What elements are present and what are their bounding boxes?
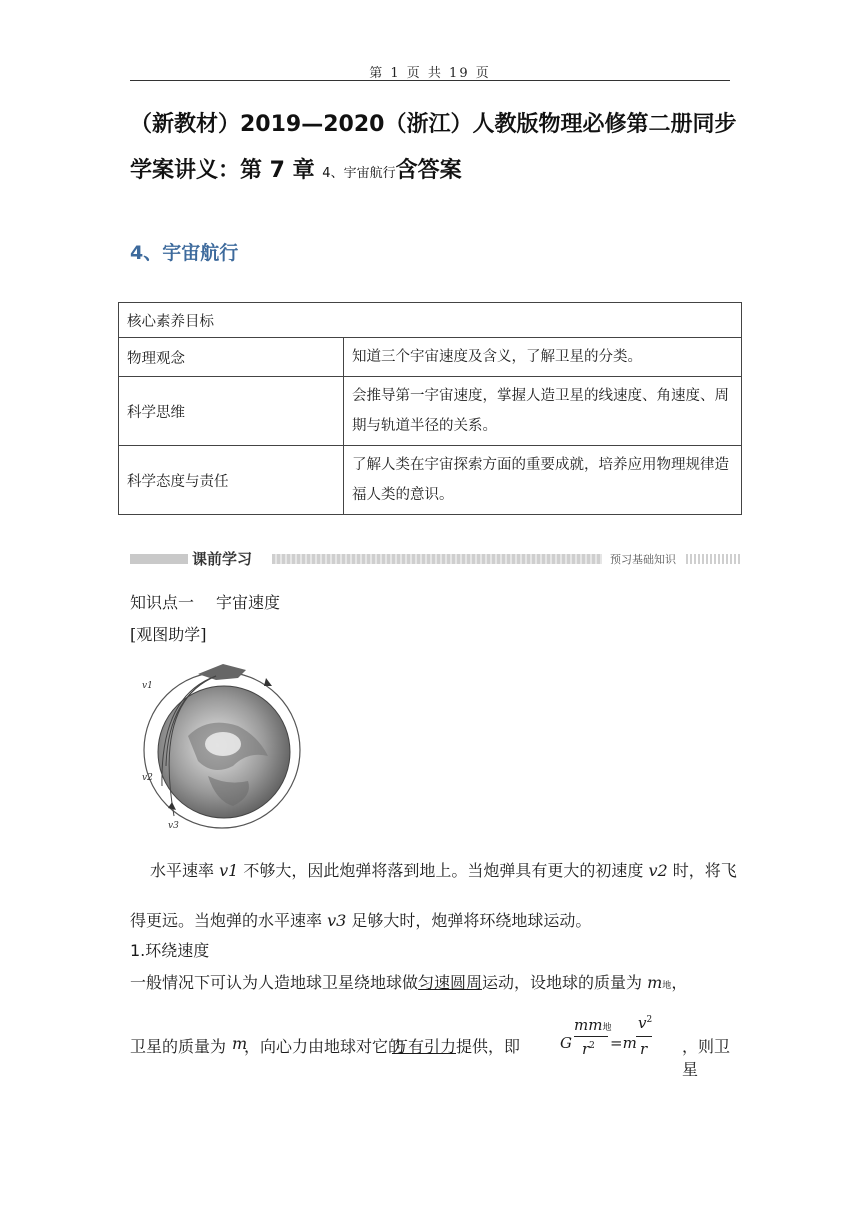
title-line-1: （新教材）2019—2020（浙江）人教版物理必修第二册同步 xyxy=(130,112,737,137)
table-header-row xyxy=(119,303,742,338)
arrow-icon xyxy=(168,802,176,810)
caption-text: 不够大，因此炮弹将落到地上。当炮弹具有更大的初速度 xyxy=(238,861,649,880)
table-row xyxy=(119,446,742,515)
formula-velocity: $v^2$ xyxy=(638,1014,653,1032)
caption-v3: v3 xyxy=(327,911,347,930)
title-line-2-small: 4、宇宙航行 xyxy=(322,166,396,181)
underlined-term: 万有引力 xyxy=(392,1037,457,1056)
page-header: 第 1 页 共 19 页 xyxy=(369,66,491,81)
title-line-2-a: 学案讲义：第 7 章 xyxy=(130,158,323,183)
formula-numerator: mm地 xyxy=(574,1016,612,1034)
table-header: 核心素养目标 xyxy=(119,303,742,338)
formula-equals: =m xyxy=(610,1034,637,1052)
label-v3: v3 xyxy=(168,821,179,831)
caption-v1: v1 xyxy=(219,861,239,880)
section-title: 4、宇宙航行 xyxy=(130,242,239,264)
row-description: 了解人类在宇宙探索方面的重要成就，培养应用物理规律造福人类的意识。 xyxy=(344,446,742,515)
para-text: 提供，即 xyxy=(456,1037,521,1056)
row-description: 会推导第一宇宙速度，掌握人造卫星的线速度、角速度、周期与轨道半径的关系。 xyxy=(344,377,742,446)
label-v1: v1 xyxy=(142,681,153,691)
header-rule xyxy=(130,80,730,81)
pre-class-banner xyxy=(130,550,740,568)
subscript: 地 xyxy=(662,981,672,991)
para-text: ，则卫星 xyxy=(682,1037,731,1079)
symbol-m: m xyxy=(232,1034,248,1053)
arrow-icon xyxy=(264,678,272,686)
caption-text: 足够大时，炮弹将环绕地球运动。 xyxy=(346,911,592,930)
mountain-icon xyxy=(198,664,246,680)
paragraph-line-2 xyxy=(130,1014,742,1079)
document-title xyxy=(130,102,740,197)
symbol-m: m xyxy=(647,973,663,992)
table-row xyxy=(119,338,742,377)
row-category: 科学态度与责任 xyxy=(119,446,344,515)
banner-bar-mid xyxy=(272,554,602,564)
caption-v2: v2 xyxy=(648,861,668,880)
core-goals-table xyxy=(118,302,742,515)
formula-denominator: $r^2$ xyxy=(582,1040,595,1058)
banner-right-label: 预习基础知识 xyxy=(610,553,676,566)
para-text: 卫星的质量为 xyxy=(130,1037,227,1056)
knowledge-point-heading xyxy=(130,590,280,613)
para-text: ，向心力由地球对它的 xyxy=(244,1037,405,1056)
row-description: 知道三个宇宙速度及含义，了解卫星的分类。 xyxy=(344,338,742,377)
label-v2: v2 xyxy=(142,773,153,783)
formula xyxy=(560,1014,670,1062)
earth-orbit-figure xyxy=(128,656,308,836)
observe-label: [观图助学] xyxy=(130,625,207,644)
para-text: ， xyxy=(671,973,688,992)
table-row xyxy=(119,377,742,446)
figure-caption xyxy=(130,846,742,946)
title-line-2 xyxy=(130,148,740,197)
paragraph-line-1 xyxy=(130,968,742,1001)
knowledge-point-label: 知识点一 xyxy=(130,593,195,612)
para-text: 运动，设地球的质量为 xyxy=(482,973,648,992)
knowledge-point-topic: 宇宙速度 xyxy=(216,593,281,612)
row-category: 科学思维 xyxy=(119,377,344,446)
banner-bar-right xyxy=(686,554,740,564)
sub-heading: 1.环绕速度 xyxy=(130,941,210,960)
banner-label: 课前学习 xyxy=(192,550,253,568)
formula-r: r xyxy=(640,1040,648,1058)
row-category: 物理观念 xyxy=(119,338,344,377)
underlined-term: 匀速圆周 xyxy=(418,973,483,992)
para-text: 一般情况下可认为人造地球卫星绕地球做 xyxy=(130,973,419,992)
caption-text: 水平速率 xyxy=(150,861,220,880)
banner-bar-left xyxy=(130,554,188,564)
formula-G: G xyxy=(560,1034,572,1052)
caption-text: 时，将飞得更远。当炮弹的水平速率 xyxy=(130,861,737,930)
title-line-2-b: 含答案 xyxy=(395,158,462,183)
